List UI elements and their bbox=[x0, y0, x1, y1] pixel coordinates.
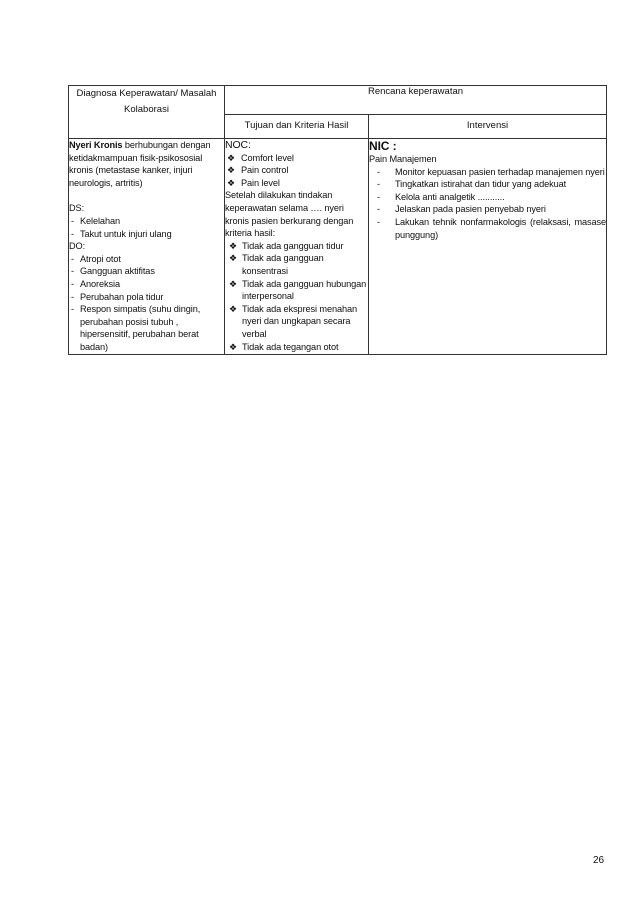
list-item: - Kelelahan bbox=[69, 215, 224, 228]
nic-subtitle: Pain Manajemen bbox=[369, 154, 437, 164]
list-item: ❖ Tidak ada gangguan konsentrasi bbox=[229, 253, 324, 276]
list-item: ❖ Tidak ada tegangan otot bbox=[229, 341, 339, 352]
list-item: - Lakukan tehnik nonfarmakologis (relaksasi, masase punggung) bbox=[377, 216, 607, 240]
list-item: - Atropi otot bbox=[69, 253, 224, 266]
diamond-bullet-icon: ❖ bbox=[229, 341, 237, 352]
noc-cell bbox=[225, 139, 369, 355]
header-diagnosis: Diagnosa Keperawatan/ Masalah Kolaborasi bbox=[69, 86, 225, 139]
list-item: - Gangguan aktifitas bbox=[69, 265, 224, 278]
list-item: ❖ Comfort level bbox=[227, 152, 294, 163]
diamond-bullet-icon: ❖ bbox=[227, 165, 235, 176]
diagnosis-name: Nyeri Kronis bbox=[69, 140, 123, 150]
list-item: - Jelaskan pada pasien penyebab nyeri bbox=[377, 204, 546, 215]
nursing-care-table bbox=[68, 85, 607, 355]
diamond-bullet-icon: ❖ bbox=[229, 253, 237, 264]
list-item: - Perubahan pola tidur bbox=[69, 291, 224, 304]
list-item: - Kelola anti analgetik ........... bbox=[377, 191, 505, 202]
diamond-bullet-icon: ❖ bbox=[227, 177, 235, 188]
diamond-bullet-icon: ❖ bbox=[229, 303, 237, 314]
list-item: - Monitor kepuasan pasien terhadap manajemen nyeri bbox=[377, 166, 605, 177]
diamond-bullet-icon: ❖ bbox=[229, 240, 237, 251]
noc-list bbox=[225, 152, 368, 190]
page-number: 26 bbox=[593, 855, 605, 866]
list-item: ❖ Tidak ada gangguan tidur bbox=[229, 240, 344, 251]
noc-title: NOC: bbox=[225, 139, 251, 151]
diamond-bullet-icon: ❖ bbox=[229, 278, 237, 289]
header-intervention: Intervensi bbox=[369, 115, 607, 139]
noc-intro: Setelah dilakukan tindakan keperawatan selama …. nyeri kronis pasien berkurang dengan kriteria hasil: bbox=[225, 190, 354, 239]
list-item: - Anoreksia bbox=[69, 278, 224, 291]
list-item: ❖ Pain level bbox=[227, 177, 280, 188]
ds-label: DS: bbox=[69, 203, 85, 214]
header-plan: Rencana keperawatan bbox=[225, 86, 607, 115]
list-item: - Respon simpatis (suhu dingin, perubahan posisi tubuh , hipersensitif, perubahan berat badan) bbox=[69, 303, 224, 353]
list-item: - Tingkatkan istirahat dan tidur yang adekuat bbox=[377, 179, 567, 190]
header-goals: Tujuan dan Kriteria Hasil bbox=[225, 115, 369, 139]
list-item: ❖ Tidak ada ekspresi menahan nyeri dan ungkapan secara verbal bbox=[229, 303, 358, 339]
diagnosis-description: berhubungan dengan ketidakmampuan fisik-psikososial kronis (metastase kanker, injuri neurologis, artritis) bbox=[69, 140, 211, 188]
diagnosis-title bbox=[69, 139, 224, 189]
list-item: - Takut untuk injuri ulang bbox=[69, 228, 224, 241]
do-label: DO: bbox=[69, 241, 86, 252]
diamond-bullet-icon: ❖ bbox=[227, 152, 235, 163]
diagnosis-cell bbox=[69, 139, 225, 355]
nic-title: NIC : bbox=[369, 139, 397, 153]
ds-list bbox=[69, 215, 224, 240]
nic-cell bbox=[369, 139, 607, 355]
list-item: ❖ Pain control bbox=[227, 165, 289, 176]
list-item: ❖ Tidak ada gangguan hubungan interpersonal bbox=[229, 278, 367, 302]
criteria-list bbox=[225, 240, 368, 353]
do-list bbox=[69, 253, 224, 354]
nic-list bbox=[369, 166, 606, 242]
